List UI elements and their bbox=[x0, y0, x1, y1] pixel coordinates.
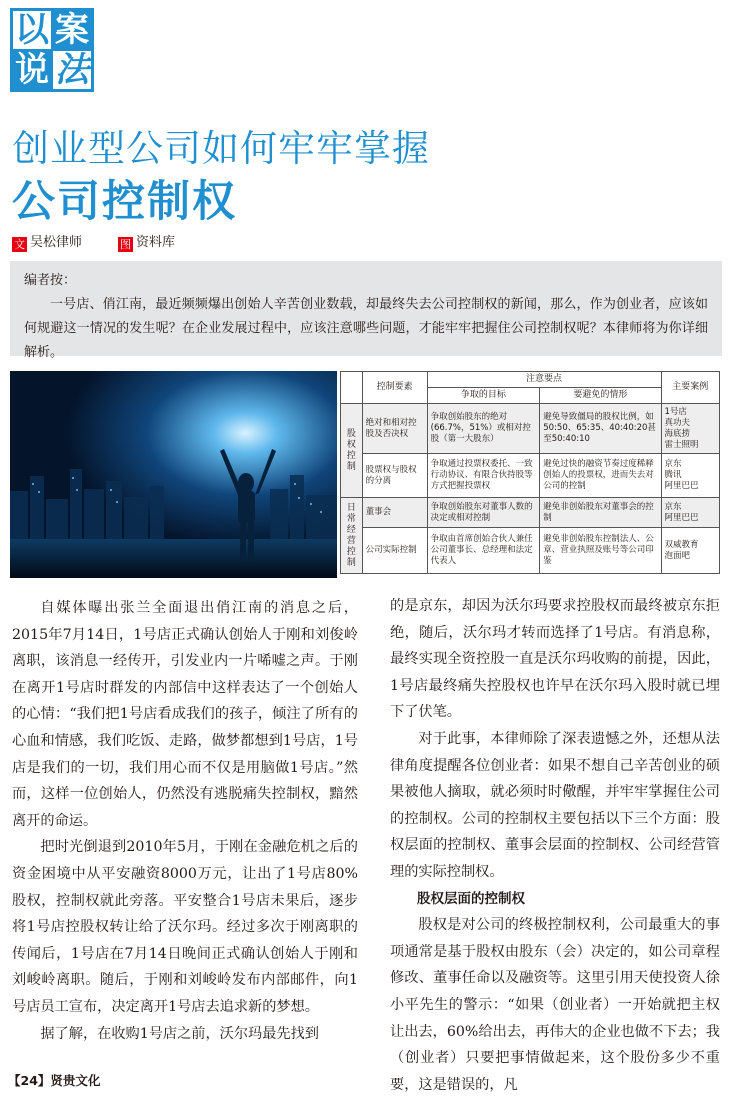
table-header-control-factor: 控制要素 bbox=[362, 372, 427, 404]
table-header-avoid: 要避免的情形 bbox=[540, 388, 661, 404]
article-title-line-2: 公司控制权 bbox=[12, 177, 237, 227]
page-footer: 【24】贤贵文化 bbox=[8, 1073, 101, 1088]
table-cell-factor: 股票权与股权的分离 bbox=[362, 454, 427, 498]
table-cell-cases: 1号店 真功夫 海底捞 雷士照明 bbox=[661, 404, 720, 454]
body-paragraph: 的是京东，却因为沃尔玛要求控股权而最终被京东拒绝，随后，沃尔玛才转而选择了1号店。有消息称，最终实现全资控股一直是沃尔玛收购的前提，因此，1号店最终痛失控股权也许早在沃尔玛入股时就已埋下了伏笔。 bbox=[390, 598, 720, 721]
table-cell-avoid: 避免导致僵局的股权比例，如50:50、65:35、40:40:20甚至50:40:10 bbox=[540, 404, 661, 454]
table-cell-avoid: 避免非创始股东控制法人、公章、营业执照及账号等公司印鉴 bbox=[540, 528, 661, 574]
body-paragraph: 把时光倒退到2010年5月，于刚在金融危机之后的资金困境中从平安融资8000万元，让出了1号店80%股权，控制权就此旁落。平安整合1号店未果后，逐步将1号店控股权转让给了沃尔玛。经过多次于刚离职的传闻后，1号店在7月14日晚间正式确认创始人于刚和刘峻岭离职。随后，于刚和刘峻岭发布内部邮件，向1号店员工宣布，决定离开1号店去追求新的梦想。 bbox=[12, 839, 358, 1015]
editor-note-body: 一号店、俏江南，最近频频爆出创始人辛苦创业数载，却最终失去公司控制权的新闻，那么，作为创业者，应该如何规避这一情况的发生呢？在企业发展过程中，应该注意哪些问题，才能牢牢把握住公司控制权呢？本律师将为你详细解析。 bbox=[24, 297, 708, 360]
body-paragraph: 据了解，在收购1号店之前，沃尔玛最先找到 bbox=[40, 1025, 319, 1042]
badge-char-4: 法 bbox=[55, 50, 89, 90]
body-paragraph: 对于此事，本律师除了深表遗憾之外，还想从法律角度提醒各位创业者：如果不想自己辛苦创业的硕果被他人摘取，就必须时时儆醒，并牢牢掌握住公司的控制权。公司的控制权主要包括以下三个方面：股权层面的控制权、董事会层面的控制权、公司经营管理的实际控制权。 bbox=[390, 730, 720, 880]
table-group-operations: 日常经营控制 bbox=[341, 498, 363, 574]
table-cell-goal: 争取创始股东对董事人数的决定或相对控制 bbox=[427, 498, 540, 528]
table-cell-goal: 争取通过投票权委托、一致行动协议、有限合伙持股等方式把握投票权 bbox=[427, 454, 540, 498]
text-credit-tag: 文 bbox=[14, 238, 25, 251]
body-paragraph: 股权是对公司的终极控制权利，公司最重大的事项通常是基于股权由股东（会）决定的，如公司章程修改、董事任命以及融资等。这里引用天使投资人徐小平先生的警示：“如果（创业者）一开始就把主权让出去，60%给出去，再伟大的企业也做不下去；我（创业者）只要把事情做起来，这个股份多少不重要，这是错误的，凡 bbox=[390, 917, 720, 1093]
image-source: 资料库 bbox=[136, 235, 176, 250]
image-credit-tag: 图 bbox=[120, 238, 132, 251]
article-title-line-1: 创业型公司如何牢牢掌握 bbox=[12, 127, 430, 170]
table-cell-cases: 京东 阿里巴巴 bbox=[661, 498, 720, 528]
byline bbox=[12, 231, 175, 252]
table-cell-factor: 绝对和相对控股及否决权 bbox=[362, 404, 427, 454]
badge-char-2: 案 bbox=[55, 10, 89, 50]
table-cell-avoid: 避免过快的融资节奏过度稀释创始人的投票权，进而失去对公司的控制 bbox=[540, 454, 661, 498]
table-header-cases: 主要案例 bbox=[661, 372, 720, 404]
table-cell-cases: 京东 腾讯 阿里巴巴 bbox=[661, 454, 720, 498]
editor-note bbox=[10, 261, 722, 360]
table-header-attention: 注意要点 bbox=[427, 372, 661, 388]
table-cell-goal: 争取创始股东的绝对(66.7%，51%）或相对控股（第一大股东） bbox=[427, 404, 540, 454]
table-row bbox=[341, 454, 720, 498]
body-column-right bbox=[390, 593, 720, 1098]
city-night-photo bbox=[10, 371, 337, 578]
control-table bbox=[340, 371, 720, 574]
table-cell-factor: 董事会 bbox=[362, 498, 427, 528]
body-column-left bbox=[12, 595, 358, 1047]
badge-char-3: 说 bbox=[15, 50, 49, 90]
article-photo bbox=[10, 371, 337, 578]
table-header-goal: 争取的目标 bbox=[427, 388, 540, 404]
table-cell-factor: 公司实际控制 bbox=[362, 528, 427, 574]
table-cell-cases: 双威教育 泡面吧 bbox=[661, 528, 720, 574]
body-paragraph: 自媒体曝出张兰全面退出俏江南的消息之后，2015年7月14日，1号店正式确认创始人于刚和刘俊岭离职，该消息一经传开，引发业内一片唏嘘之声。于刚在离开1号店时群发的内部信中这样表达了一个创始人的心情：“我们把1号店看成我们的孩子，倾注了所有的心血和情感，我们吃饭、走路，做梦都想到1号店，1号店是我们的一切，我们用心而不仅是用脑做1号店。”然而，这样一位创始人，仍然没有逃脱痛失控制权，黯然离开的命运。 bbox=[12, 600, 358, 829]
badge-char-1: 以 bbox=[15, 10, 49, 50]
column-badge bbox=[10, 8, 94, 92]
table-row bbox=[341, 498, 720, 528]
table-cell-goal: 争取由首席创始合伙人兼任公司董事长、总经理和法定代表人 bbox=[427, 528, 540, 574]
table-corner bbox=[341, 372, 363, 404]
table-row bbox=[341, 528, 720, 574]
author-name: 吴松律师 bbox=[30, 235, 83, 250]
table-cell-avoid: 避免非创始股东对董事会的控制 bbox=[540, 498, 661, 528]
section-subheading: 股权层面的控制权 bbox=[417, 890, 525, 907]
table-group-equity: 股权控制 bbox=[341, 404, 363, 498]
editor-note-title: 编者按： bbox=[24, 273, 77, 288]
table-row bbox=[341, 404, 720, 454]
